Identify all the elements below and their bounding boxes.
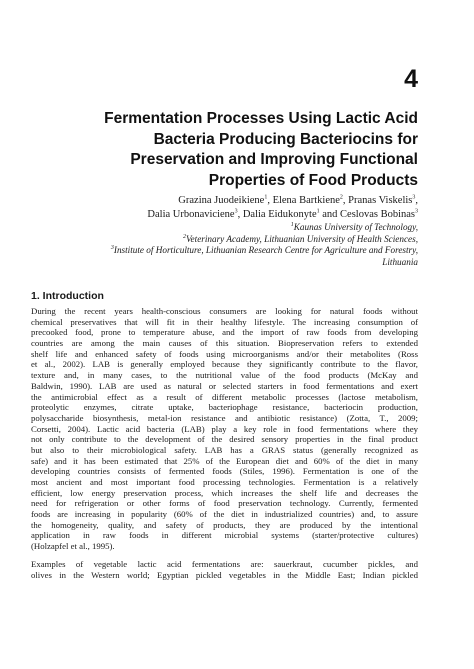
author-separator: ,: [267, 195, 273, 206]
affiliation-mark: 1: [290, 221, 294, 228]
text-line: During the recent years health-conscious consumers are looking for natural foods without: [31, 306, 418, 316]
text-line: Examples of vegetable lactic acid fermentations are: sauerkraut, cucumber pickles, and: [31, 558, 418, 569]
text-line: shelf life and enhanced safety of foods using microorganisms and/or their metabolites (Ross: [31, 348, 418, 359]
title-line: Fermentation Processes Using Lactic Acid: [104, 110, 418, 127]
text-line: (Holzapfel et al., 1995).: [31, 541, 115, 552]
text-line: application in raw foods in different microbial systems (starter/protective cultures): [31, 530, 418, 541]
text-line: safe) and it has been estimated that 25% of the European diet and 60% of the diet in many: [31, 455, 418, 466]
author-line: [18, 208, 418, 222]
text-line: Baldwin, 1990). LAB are used as natural or selected starters in food fermentations and exert: [31, 380, 418, 391]
chapter-number: 4: [404, 65, 418, 93]
text-line: texture and, in many cases, to the nutritional value of the food products (McKay and: [31, 370, 418, 381]
author-affiliation-mark: 1: [264, 194, 268, 201]
author-separator: and: [319, 209, 341, 220]
title-line: Preservation and Improving Functional: [130, 151, 418, 168]
text-line: developing countries consists of fermented foods (Stiles, 1996). Fermentation is one of the: [31, 466, 418, 477]
author-name: Dalia Eidukonyte: [242, 209, 317, 220]
author-name: Elena Bartkiene: [272, 195, 340, 206]
text-line: precooked food, prone to temperature abuse, and the import of raw foods from developing: [31, 327, 418, 338]
author-affiliation-mark: 1: [316, 208, 320, 215]
text-line: the homogeneity, quality, and safety of products, they are produced by the intentional: [31, 519, 418, 530]
text-line: most ancient and most important food processing technologies. Fermentation is a relatively: [31, 477, 418, 487]
author-separator: ,: [342, 195, 349, 206]
affiliation-mark: 2: [182, 233, 186, 240]
author-affiliation-mark: 2: [339, 194, 343, 201]
text-line: olives in the Western world; Egyptian pickled vegetables in the Middle East; Indian pickled: [31, 569, 418, 580]
author-affiliation-mark: 3: [234, 208, 238, 215]
affiliation-line: [0, 245, 418, 257]
section-heading: 1. Introduction: [31, 290, 104, 302]
text-line: but also to their microbiological safety. LAB has a GRAS status (generally recognized as: [31, 444, 418, 455]
author-separator: ,: [415, 195, 418, 206]
affiliation-line: [0, 222, 418, 234]
affiliation-text: Lithuania: [382, 256, 418, 267]
text-line: et al., 2002). LAB is generally employed because they significantly contribute to the flavor,: [31, 359, 418, 370]
author-name: Pranas Viskelis: [348, 195, 413, 206]
affiliation-text: Kaunas University of Technology,: [293, 222, 418, 232]
paragraph-gap: [31, 552, 418, 559]
body-text: [31, 306, 418, 580]
text-line: efficient, low energy preservation process, which increases the shelf life and decreases the: [31, 487, 418, 498]
paragraph: [31, 306, 418, 552]
text-line: not only contribute to the development of the desired sensory properties in the final product: [31, 434, 418, 445]
text-line: foods are increasing in popularity (60% of the diet in industrialized countries) and, to assure: [31, 509, 418, 520]
title-line: Bacteria Producing Bacteriocins for: [153, 130, 418, 148]
author-line: [18, 194, 418, 208]
author-affiliation-mark: 3: [412, 194, 416, 201]
title-line: Properties of Food Products: [208, 171, 418, 189]
text-line: Corsetti, 2004). Lactic acid bacteria (LAB) play a key role in food fermentations where they: [31, 423, 418, 434]
author-name: Dalia Urbonaviciene: [147, 209, 235, 220]
affiliation-text: Institute of Horticulture, Lithuanian Research Centre for Agriculture and Forestry,: [113, 245, 418, 256]
author-separator: ,: [237, 209, 243, 220]
text-line: chemical preservatives that will fit in their healthy lifestyle. The increasing consumption of: [31, 316, 418, 327]
author-name: Grazina Juodeikiene: [178, 195, 265, 206]
text-line: proteolytic enzymes, citrate uptake, bacteriophage resistance, bacteriocin production,: [31, 402, 418, 413]
text-line: polysaccharide biosynthesis, metal-ion resistance and antibiotic resistance) (Zotta, T., 2009;: [31, 412, 418, 423]
chapter-title: [38, 109, 418, 191]
text-line: need for refrigeration or other forms of food preservation technology. Currently, fermented: [31, 498, 418, 509]
affiliation-line: [0, 234, 418, 246]
author-name: Ceslovas Bobinas: [340, 209, 415, 220]
author-list: [18, 194, 418, 222]
text-line: countries are among the main causes of this situation. Biopreservation refers to extended: [31, 338, 418, 349]
paragraph: [31, 559, 418, 580]
text-line: the antimicrobial effect as a result of different metabolic processes (lactose metabolism,: [31, 391, 418, 402]
affiliation-mark: 3: [110, 245, 114, 252]
affiliation-list: [0, 222, 418, 268]
author-affiliation-mark: 3: [415, 208, 418, 215]
affiliation-text: Veterinary Academy, Lithuanian University of Health Sciences,: [185, 233, 418, 244]
affiliation-line: [0, 257, 418, 269]
